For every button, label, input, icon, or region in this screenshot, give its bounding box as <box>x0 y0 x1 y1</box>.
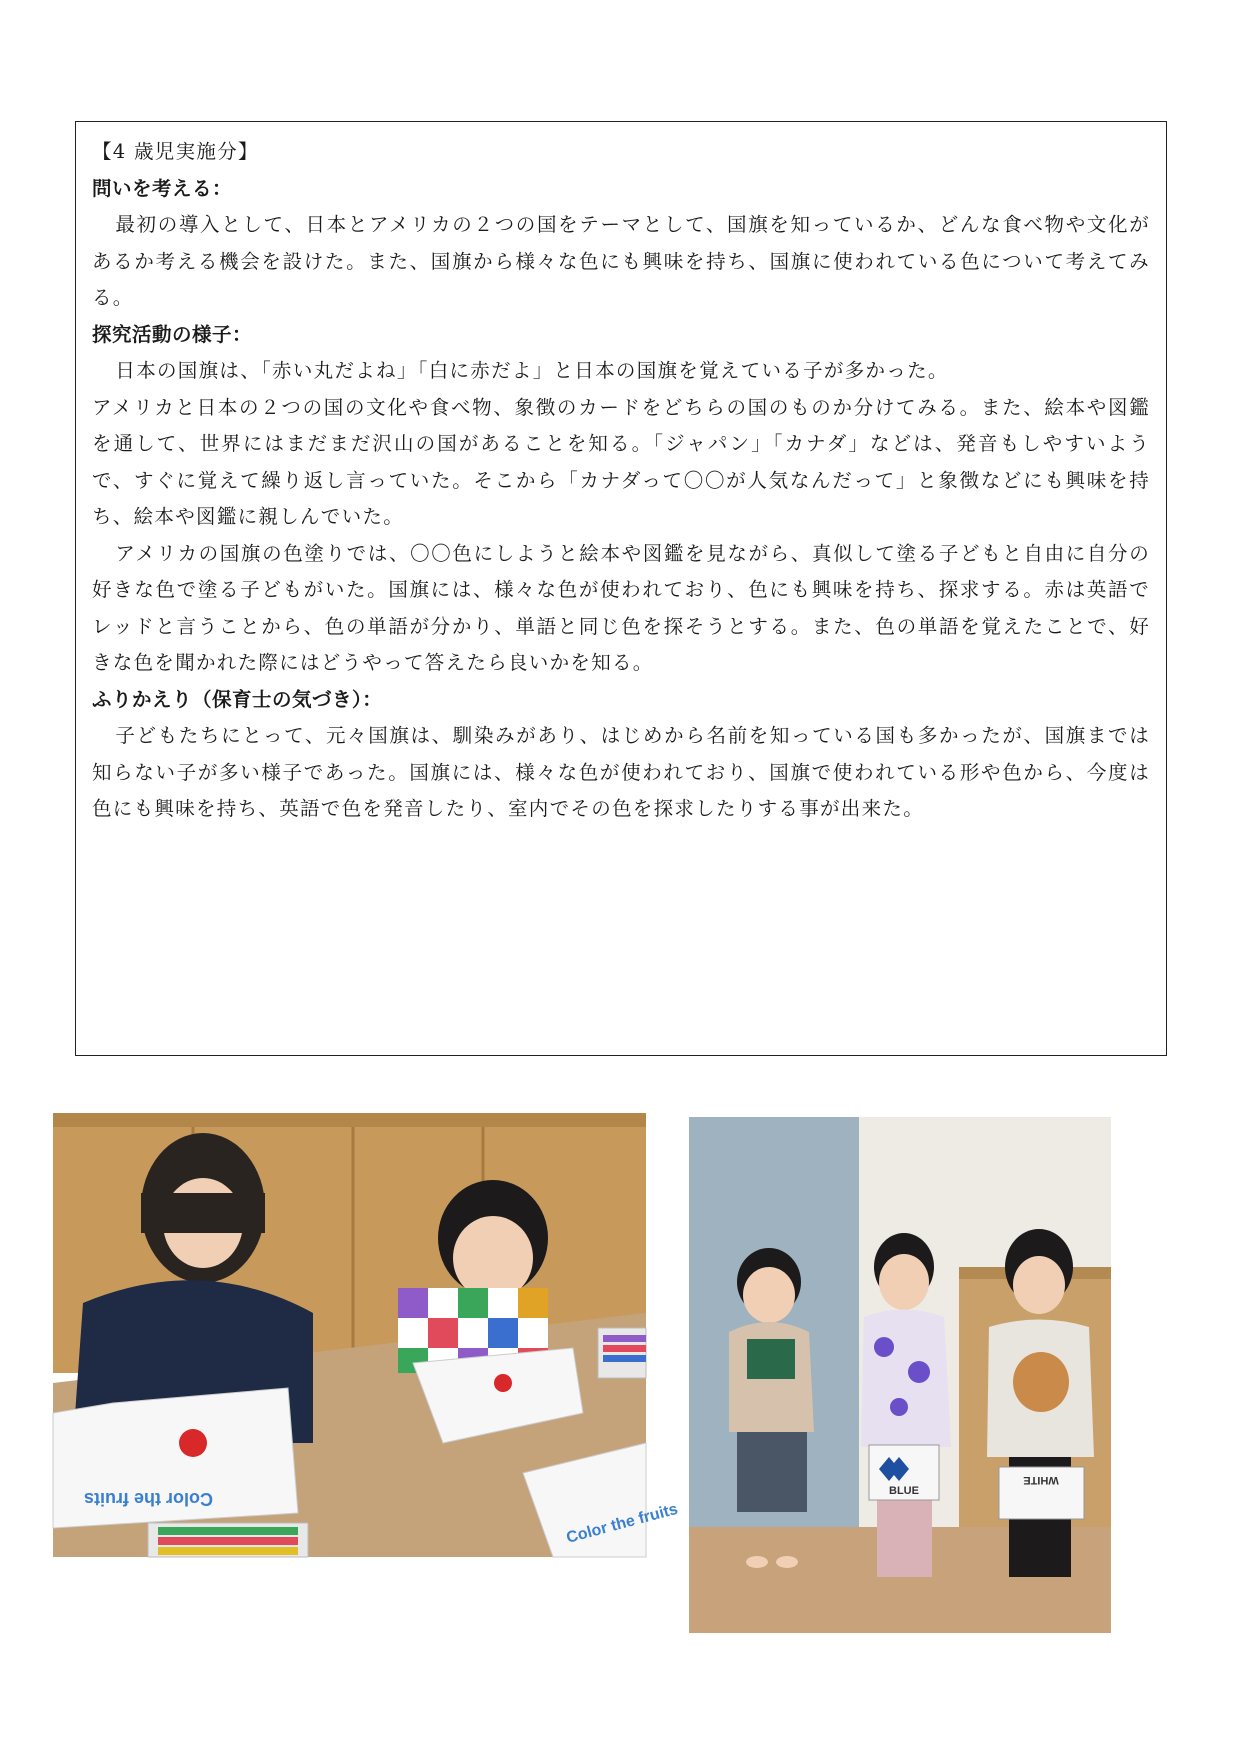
photo-children-with-color-cards <box>689 1117 1111 1633</box>
worksheet-title-left: Color the fruits <box>84 1489 213 1509</box>
section-activity-paragraph-3: アメリカの国旗の色塗りでは、〇〇色にしようと絵本や図鑑を見ながら、真似して塗る子どもと自由に自分の好きな色で塗る子どもがいた。国旗には、様々な色が使われており、色にも興味を持ち、探求する。赤は英語でレッドと言うことから、色の単語が分かり、単語と同じ色を探そうとする。また、色の単語を覚えたことで、好きな色を聞かれた際にはどうやって答えたら良いかを知る。 <box>92 541 1151 674</box>
section-activity-paragraph-1: 日本の国旗は、「赤い丸だよね」「白に赤だよ」と日本の国旗を覚えている子が多かった。 <box>115 359 949 382</box>
section-reflection-paragraph: 子どもたちにとって、元々国旗は、馴染みがあり、はじめから名前を知っている国も多かったが、国旗までは知らない子が多い様子であった。国旗には、様々な色が使われており、国旗で使われている形や色から、今度は色にも興味を持ち、英語で色を発音したり、室内でその色を探求したりする事が出来た。 <box>92 724 1150 820</box>
section-heading-activity: 探究活動の様子： <box>92 322 253 346</box>
section-question-paragraph: 最初の導入として、日本とアメリカの２つの国をテーマとして、国旗を知っているか、どんな食べ物や文化があるか考える機会を設けた。また、国旗から様々な色にも興味を持ち、国旗に使われている色について考えてみる。 <box>92 213 1150 309</box>
card-label-white: WHITE <box>1023 1474 1059 1486</box>
photo-children-coloring-illustration <box>53 1113 680 1557</box>
photo-children-with-color-cards-illustration <box>689 1117 1111 1633</box>
section-activity-paragraph-2: アメリカと日本の２つの国の文化や食べ物、象徴のカードをどちらの国のものか分けてみる。また、絵本や図鑑を通して、世界にはまだまだ沢山の国があることを知る。「ジャパン」「カナダ」などは、発音もしやすいようで、すぐに覚えて繰り返し言っていた。そこから「カナダって〇〇が人気なんだって」と象徴などにも興味を持ち、絵本や図鑑に親しんでいた。 <box>92 395 1150 528</box>
worksheet-title-right: Color the fruits <box>564 1500 680 1547</box>
section-heading-reflection: ふりかえり（保育士の気づき）： <box>92 687 383 711</box>
card-label-blue: BLUE <box>889 1485 919 1497</box>
section-heading-question: 問いを考える： <box>92 176 233 200</box>
report-title: 【4 歳児実施分】 <box>92 140 259 163</box>
report-box <box>75 121 1167 1056</box>
photo-children-coloring <box>53 1113 680 1557</box>
